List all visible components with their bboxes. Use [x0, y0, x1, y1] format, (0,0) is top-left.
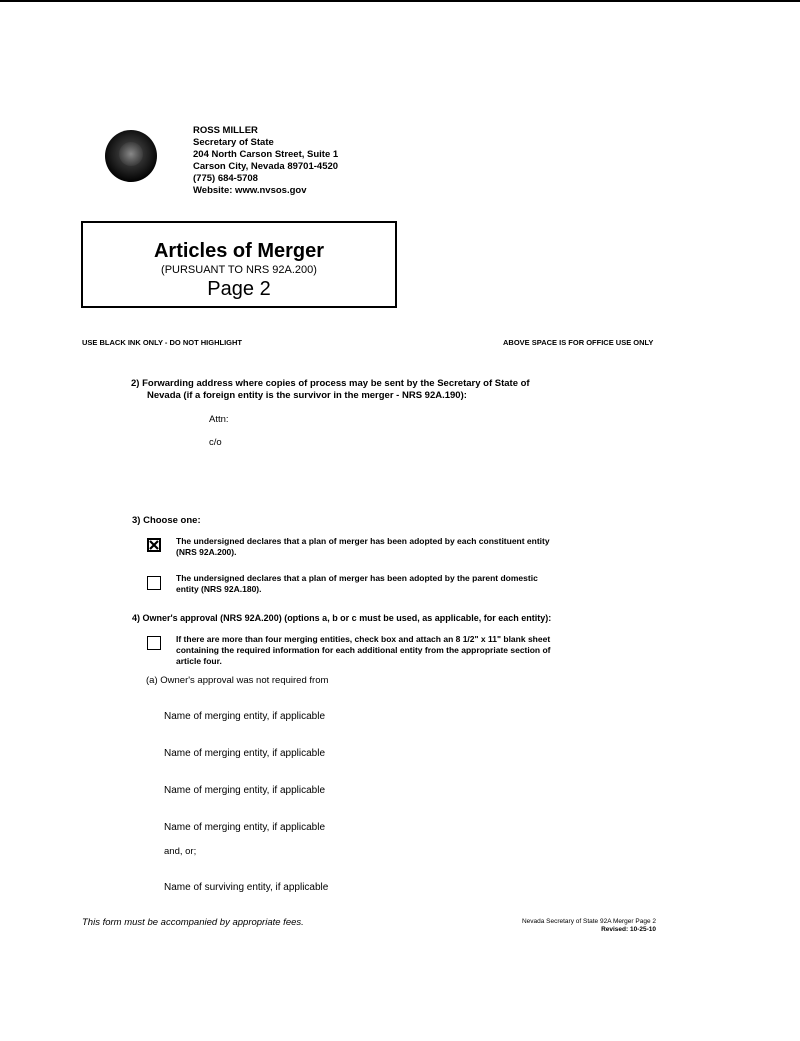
office-use-notice: ABOVE SPACE IS FOR OFFICE USE ONLY — [503, 338, 654, 347]
section2-line1: 2) Forwarding address where copies of process may be sent by the Secretary of State of — [131, 378, 530, 389]
section4-heading: 4) Owner's approval (NRS 92A.200) (options a, b or c must be used, as applicable, for each entity): — [132, 613, 552, 623]
co-label: c/o — [209, 437, 222, 448]
form-subtitle: (PURSUANT TO NRS 92A.200) — [161, 264, 317, 276]
option-each-constituent-checkbox[interactable] — [147, 538, 161, 552]
top-border — [0, 0, 800, 2]
option1-line2: (NRS 92A.200). — [176, 547, 237, 557]
more-than-four-line2: containing the required information for each additional entity from the appropriate section of — [176, 645, 551, 655]
more-than-four-checkbox[interactable] — [147, 636, 161, 650]
footer-fees-note: This form must be accompanied by appropriate fees. — [82, 917, 304, 928]
merging-entity-label-4: Name of merging entity, if applicable — [164, 822, 326, 833]
option-parent-domestic-text — [176, 573, 538, 595]
option-each-constituent-text — [176, 536, 550, 558]
surviving-entity-label: Name of surviving entity, if applicable — [164, 882, 329, 893]
header-name: ROSS MILLER — [193, 125, 258, 136]
ink-notice: USE BLACK INK ONLY - DO NOT HIGHLIGHT — [82, 338, 243, 347]
more-than-four-line3: article four. — [176, 656, 222, 666]
header-address1: 204 North Carson Street, Suite 1 — [193, 149, 339, 160]
attn-label: Attn: — [209, 414, 229, 425]
merging-entity-label-1: Name of merging entity, if applicable — [164, 711, 326, 722]
header-title: Secretary of State — [193, 137, 274, 148]
header-phone: (775) 684-5708 — [193, 173, 258, 184]
and-or-label: and, or; — [164, 846, 197, 857]
header-address2: Carson City, Nevada 89701-4520 — [193, 161, 339, 172]
x-mark-icon — [149, 540, 159, 550]
option-parent-domestic-checkbox[interactable] — [147, 576, 161, 590]
option1-line1: The undersigned declares that a plan of merger has been adopted by each constituent entity — [176, 536, 550, 546]
section2-line2: Nevada (if a foreign entity is the survivor in the merger - NRS 92A.190): — [147, 390, 467, 401]
title-box — [81, 221, 397, 308]
form-page: Page 2 — [207, 278, 271, 300]
footer-form-name: Nevada Secretary of State 92A Merger Page 2 — [521, 918, 656, 925]
option-a-label: (a) Owner's approval was not required from — [146, 675, 329, 686]
form-title: Articles of Merger — [153, 240, 325, 262]
more-than-four-text — [176, 634, 551, 667]
merging-entity-label-2: Name of merging entity, if applicable — [164, 748, 326, 759]
merging-entity-label-3: Name of merging entity, if applicable — [164, 785, 326, 796]
header-website: Website: www.nvsos.gov — [193, 185, 307, 196]
footer-revised: Revised: 10-25-10 — [601, 926, 656, 933]
section3-heading: 3) Choose one: — [132, 515, 201, 526]
more-than-four-line1: If there are more than four merging entities, check box and attach an 8 1/2" x 11" blank sheet — [176, 634, 551, 644]
state-seal-icon — [105, 130, 157, 182]
footer-form-id — [470, 918, 656, 934]
header-block — [193, 125, 338, 197]
option2-line2: entity (NRS 92A.180). — [176, 584, 262, 594]
option2-line1: The undersigned declares that a plan of merger has been adopted by the parent domestic — [176, 573, 538, 583]
